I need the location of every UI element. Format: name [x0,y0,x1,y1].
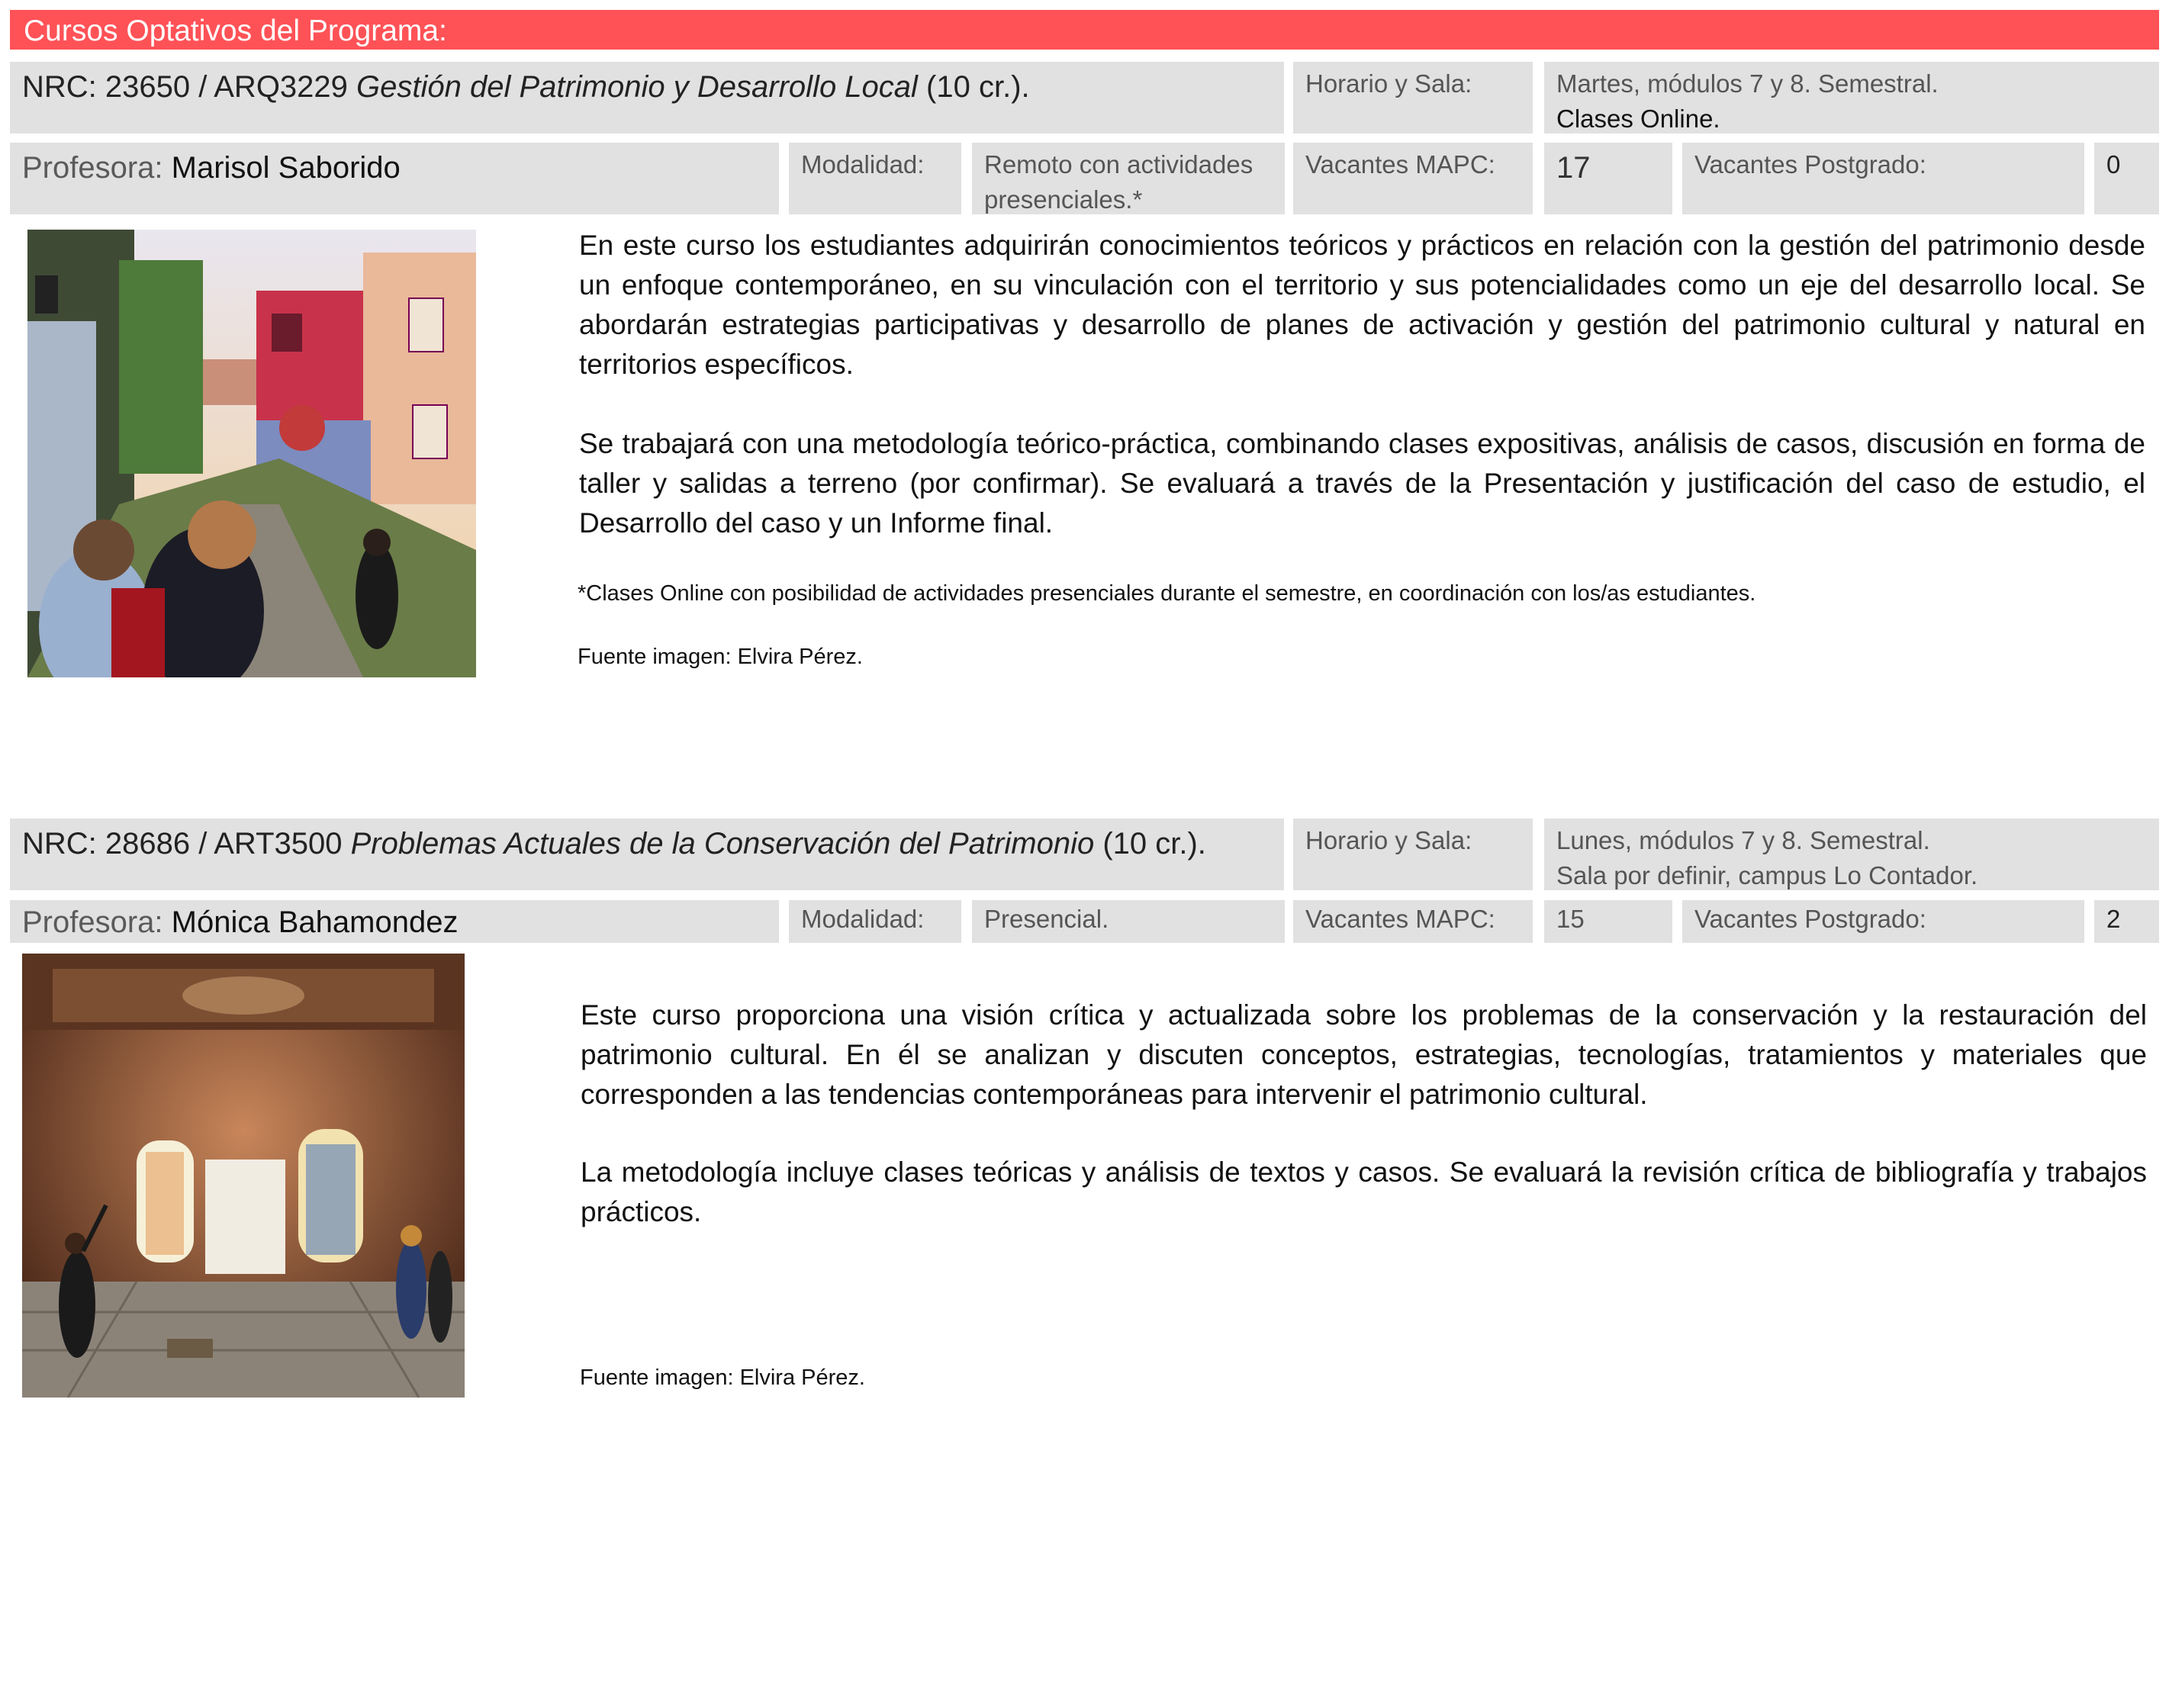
course-1-footnote: *Clases Online con posibilidad de actividades presenciales durante el semestre, en coordinación con los/as estudiantes. [578,581,1756,606]
course-2-credits: (10 cr.). [1094,827,1206,860]
course-2-professor-cell [10,900,779,943]
course-2-schedule-line1: Lunes, módulos 7 y 8. Semestral. [1556,826,1930,854]
course-2-postgrad-value: 2 [2094,900,2159,943]
course-1-description-2: Se trabajará con una metodología teórico-práctica, combinando clases expositivas, análisis de casos, discusión en forma de taller y salidas a terreno (por confirmar). Se evaluará a través de la Presentación y justificación del caso de estudio, el Desarrollo del caso y un Informe final. [579,428,2145,539]
course-1-description-1: En este curso los estudiantes adquirirán conocimientos teóricos y prácticos en relación con la gestión del patrimonio desde un enfoque contemporáneo, en su vinculación con el territorio y sus potencialidades como un eje del desarrollo local. Se abordarán estrategias participativas y desarrollo de planes de activación y gestión del patrimonio cultural y natural en territorios específicos. [579,230,2145,380]
course-2-image-source: Fuente imagen: Elvira Pérez. [580,1365,865,1390]
course-2-modality-label: Modalidad: [789,900,961,943]
course-1-schedule-value [1544,62,2159,133]
course-1-mapc-label: Vacantes MAPC: [1293,143,1533,214]
course-1-mapc-value: 17 [1544,143,1672,214]
course-1-modality-line2: presenciales.* [984,185,1143,214]
course-1-professor-name: Marisol Saborido [171,151,401,185]
course-2-description-2: La metodología incluye clases teóricas y análisis de textos y casos. Se evaluará la revisión crítica de bibliografía y trabajos prácticos. [581,1156,2147,1227]
course-2-description-1: Este curso proporciona una visión crítica y actualizada sobre los problemas de la conservación y la restauración del patrimonio cultural. En él se analizan y discuten conceptos, estrategias, tecnologías, tratamientos y materiales que corresponden a las tendencias contemporáneas para intervenir el patrimonio cultural. [581,999,2147,1110]
course-1-postgrad-value: 0 [2094,143,2159,214]
course-1-code: NRC: 23650 / ARQ3229 [22,70,357,104]
course-1-credits: (10 cr.). [917,70,1030,104]
course-2-schedule-value [1544,819,2159,890]
course-1-code-cell [10,62,1284,133]
course-1-postgrad-label: Vacantes Postgrado: [1682,143,2084,214]
course-1-professor-label: Profesora: [22,151,172,185]
course-2-photo [22,954,465,1398]
course-2-mapc-value: 15 [1544,900,1672,943]
course-1-image-source: Fuente imagen: Elvira Pérez. [578,645,863,669]
course-2-schedule-line2: Sala por definir, campus Lo Contador. [1556,861,1978,889]
course-1-schedule-line2: Clases Online. [1556,105,1720,133]
course-1-schedule-label: Horario y Sala: [1293,62,1533,133]
course-2-schedule-label: Horario y Sala: [1293,819,1533,890]
course-2-title: Problemas Actuales de la Conservación del Patrimonio [350,827,1095,860]
course-2-postgrad-label: Vacantes Postgrado: [1682,900,2084,943]
course-1-title: Gestión del Patrimonio y Desarrollo Local [356,70,918,104]
course-1-modality-line1: Remoto con actividades [984,150,1253,179]
course-2-code-cell [10,819,1284,890]
course-2-professor-name: Mónica Bahamondez [171,905,459,939]
course-2-professor-label: Profesora: [22,905,172,939]
course-1-schedule-line1: Martes, módulos 7 y 8. Semestral. [1556,69,1939,98]
section-title: Cursos Optativos del Programa: [10,10,2159,50]
course-1-photo [27,230,476,677]
course-1-modality-value [972,143,1285,214]
course-1-modality-label: Modalidad: [789,143,961,214]
course-2-mapc-label: Vacantes MAPC: [1293,900,1533,943]
course-2-code: NRC: 28686 / ART3500 [22,827,351,860]
course-2-modality-value: Presencial. [972,900,1285,943]
course-1-professor-cell [10,143,779,214]
